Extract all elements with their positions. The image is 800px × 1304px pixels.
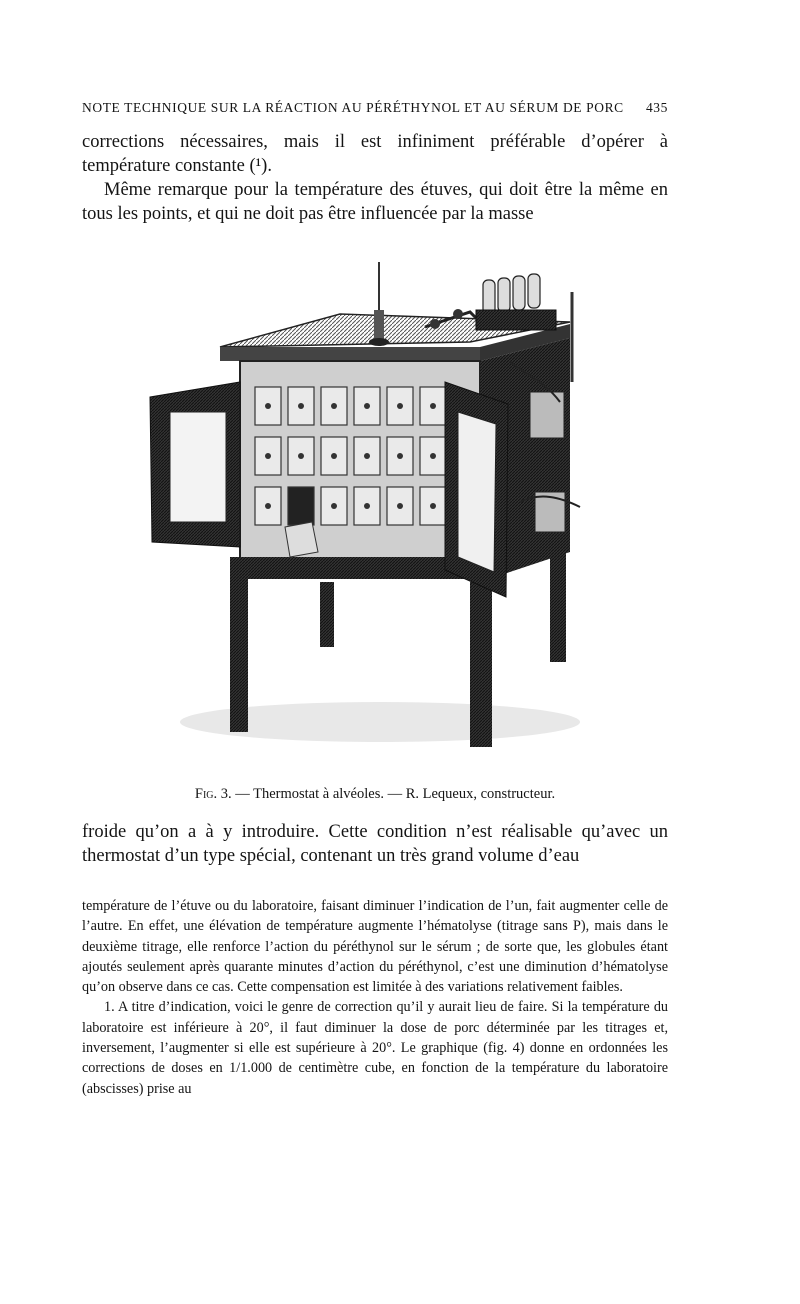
running-head-title: NOTE TECHNIQUE SUR LA RÉACTION AU PÉRÉTHYNOL ET AU SÉRUM DE PORC xyxy=(82,100,624,115)
paragraph-continued: corrections nécessaires, mais il est infiniment préférable d’opérer à température constante (¹). xyxy=(82,132,668,176)
paragraph-etuves: Même remarque pour la température des étuves, qui doit être la même en tous les points, et qui ne doit pas être influencée par la masse xyxy=(82,180,668,224)
footnote-1-text: A titre d’indication, voici le genre de correction qu’il y aurait lieu de faire. Si la température du laboratoire est inférieure à 20°, il faut diminuer la dose de porc déterminée par les titrages et, inversement, l’augmenter si elle est supérieure à 20°. Le graphique (fig. 4) donne en ordonnées les corrections de doses en 1/1.000 de centimètre cube, en fonction de la température du laboratoire (abscisses) prise au xyxy=(82,999,669,1097)
figure-label: Fig. 3. xyxy=(194,786,232,802)
body-text-bottom xyxy=(82,820,668,868)
page-number: 435 xyxy=(645,100,668,115)
figure-thermostat-illustration xyxy=(140,252,610,757)
footnote-1 xyxy=(82,997,668,1098)
figure-caption xyxy=(82,786,668,803)
running-head xyxy=(82,100,668,116)
footnote-number: 1. xyxy=(104,999,115,1016)
footnote-continued: température de l’étuve ou du laboratoire, faisant diminuer l’indication de l’un, fait augmenter celle de l’autre. En effet, une élévation de température augmente l’hématolyse (titrage sans P), mais dans le deuxième titrage, elle renforce l’action du péréthynol sur le sérum ; de sorte que, les globules étant ajoutés seulement après quarante minutes d’action du péréthynol, c’est une diminution d’hématolyse qu’on observe dans ce cas. Cette compensation est limitée à des variations relativement faibles. xyxy=(82,898,668,996)
figure-caption-text: — Thermostat à alvéoles. — R. Lequeux, constructeur. xyxy=(235,786,556,802)
body-text-top xyxy=(82,130,668,226)
paragraph-froide: froide qu’on a à y introduire. Cette condition n’est réalisable qu’avec un thermostat d’un type spécial, contenant un très grand volume d’eau xyxy=(82,822,668,866)
footnotes xyxy=(82,896,668,1099)
